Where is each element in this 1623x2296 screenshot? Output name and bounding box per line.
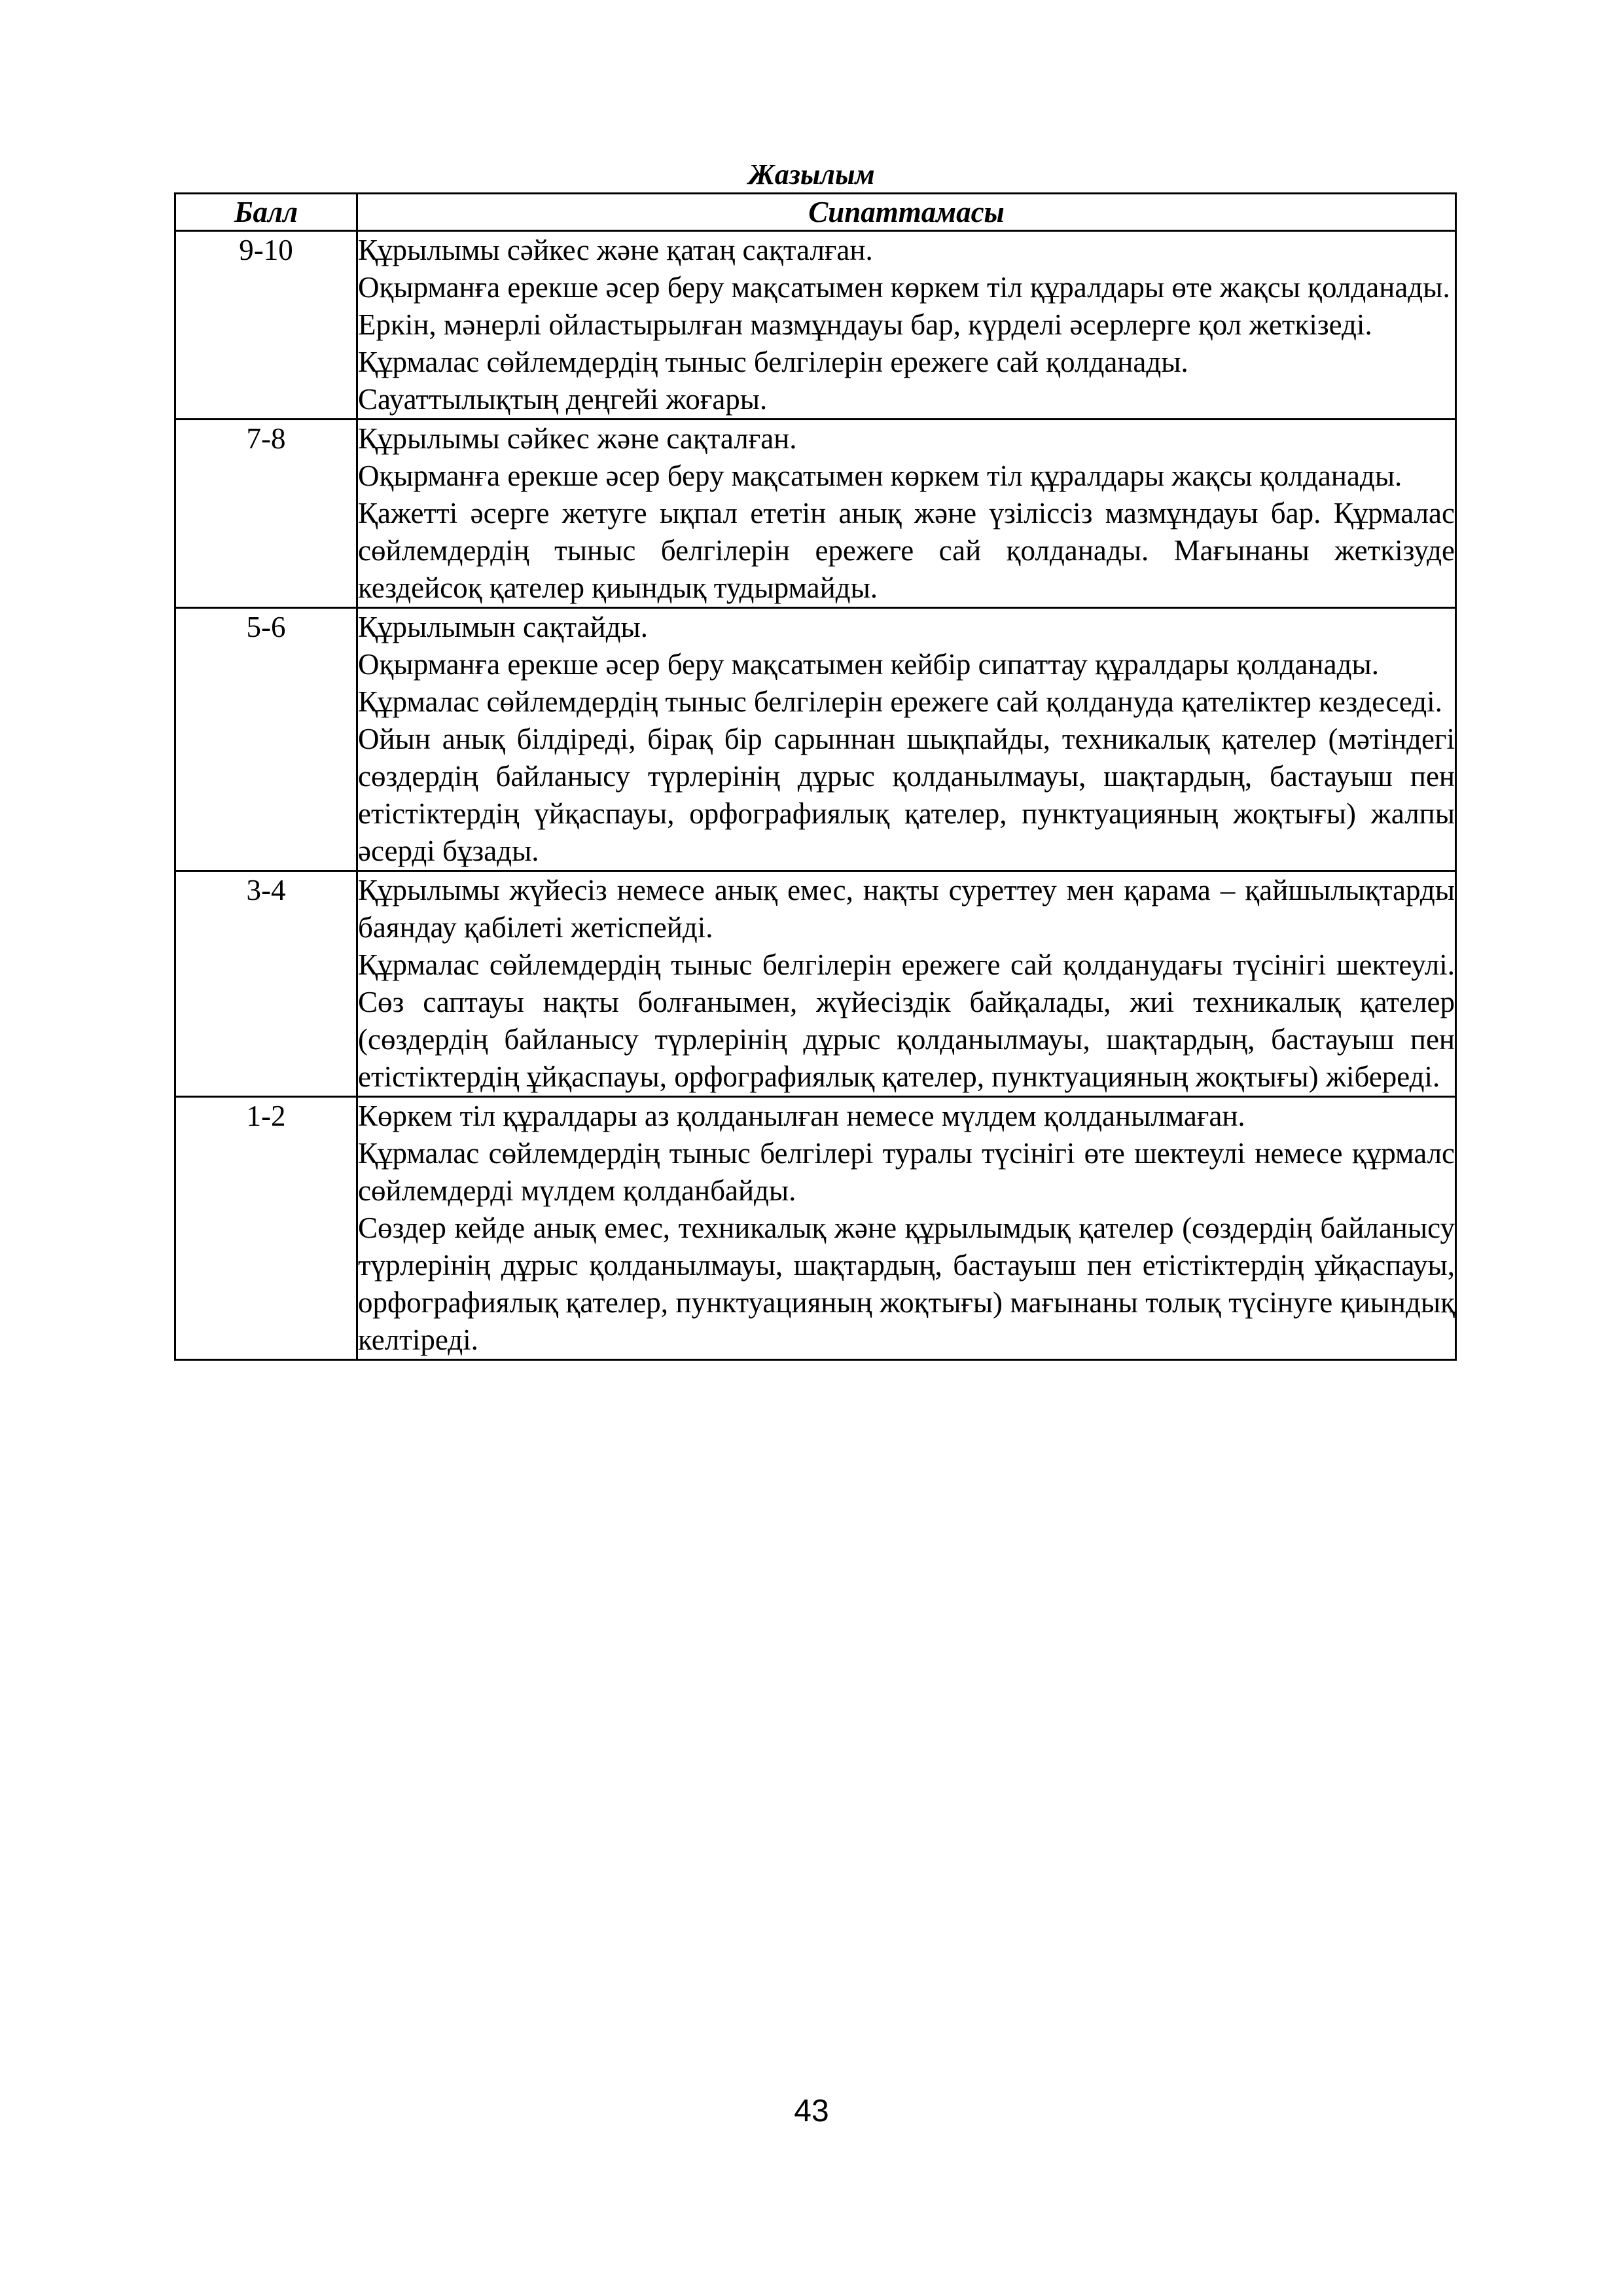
description-line: Құрылымы сәйкес және сақталған. xyxy=(358,422,797,455)
description-line: Сөздер кейде анық емес, техникалық және құрылымдық қателер (сөздердің байланысу түрлерінің дұрыс қолданылмауы, шақтардың, бастауыш пен етістіктердің ұйқаспауы, орфографиялық қателер, пунктуацияның жоқтығы) мағынаны толық түсінуге қиындық келтіреді. xyxy=(358,1211,1455,1356)
description-cell xyxy=(357,231,1456,420)
score-cell: 5-6 xyxy=(175,608,357,871)
description-cell xyxy=(357,1097,1456,1360)
description-line: Құрмалас сөйлемдердің тыныс белгілерін ережеге сай қолданады. xyxy=(358,346,1188,378)
description-line: Оқырманға ерекше әсер беру мақсатымен көркем тіл құралдары жақсы қолданады. xyxy=(358,459,1402,492)
table-row xyxy=(175,420,1456,608)
column-header-description: Сипаттамасы xyxy=(357,194,1456,231)
description-line: Оқырманға ерекше әсер беру мақсатымен көркем тіл құралдары өте жақсы қолданады. xyxy=(358,271,1450,304)
table-row xyxy=(175,231,1456,420)
score-cell: 3-4 xyxy=(175,871,357,1097)
description-line: Құрмалас сөйлемдердің тыныс белгілерін ережеге сай қолданудағы түсінігі шектеулі. Сөз саптауы нақты болғанымен, жүйесіздік байқалады, жиі техникалық қателер (сөздердің байланысу түрлерінің дұрыс қолданылмауы, шақтардың, бастауыш пен етістіктердің ұйқаспауы, орфографиялық қателер, пунктуацияның жоқтығы) жібереді. xyxy=(358,948,1455,1093)
description-line: Сауаттылықтың деңгейі жоғары. xyxy=(358,383,768,416)
description-line: Көркем тіл құралдары аз қолданылған немесе мүлдем қолданылмаған. xyxy=(358,1100,1245,1132)
description-line: Еркін, мәнерлі ойластырылған мазмұндауы бар, күрделі әсерлерге қол жеткізеді. xyxy=(358,308,1372,341)
column-header-score: Балл xyxy=(175,194,357,231)
description-line: Құрмалас сөйлемдердің тыныс белгілерін ережеге сай қолдануда қателіктер кездеседі. xyxy=(358,685,1442,718)
table-header-row xyxy=(175,194,1456,231)
score-cell: 1-2 xyxy=(175,1097,357,1360)
description-line: Құрмалас сөйлемдердің тыныс белгілері туралы түсінігі өте шектеулі немесе құрмалс сөйлемдерді мүлдем қолданбайды. xyxy=(358,1137,1455,1207)
page-title: Жазылым xyxy=(748,158,875,190)
score-cell: 9-10 xyxy=(175,231,357,420)
rubric-table xyxy=(174,192,1457,1361)
description-line: Құрылымы сәйкес және қатаң сақталған. xyxy=(358,234,873,266)
table-row xyxy=(175,871,1456,1097)
score-cell: 7-8 xyxy=(175,420,357,608)
table-row xyxy=(175,608,1456,871)
description-line: Құрылымы жүйесіз немесе анық емес, нақты суреттеу мен қарама – қайшылықтарды баяндау қабілеті жетіспейді. xyxy=(358,874,1455,944)
description-line: Қажетті әсерге жетуге ықпал ететін анық және үзіліссіз мазмұндауы бар. Құрмалас сөйлемдердің тыныс белгілерін ережеге сай қолданады. Мағынаны жеткізуде кездейсоқ қателер қиындық тудырмайды. xyxy=(358,497,1455,604)
description-cell xyxy=(357,871,1456,1097)
description-cell xyxy=(357,608,1456,871)
table-row xyxy=(175,1097,1456,1360)
description-line: Ойын анық білдіреді, бірақ бір сарыннан шықпайды, техникалық қателер (мәтіндегі сөздердің байланысу түрлерінің дұрыс қолданылмауы, шақтардың, бастауыш пен етістіктердің үйқаспауы, орфографиялық қателер, пунктуацияның жоқтығы) жалпы әсерді бұзады. xyxy=(358,723,1455,867)
description-line: Құрылымын сақтайды. xyxy=(358,611,648,643)
page-number: 43 xyxy=(794,2094,829,2128)
description-cell xyxy=(357,420,1456,608)
description-line: Оқырманға ерекше әсер беру мақсатымен кейбір сипаттау құралдары қолданады. xyxy=(358,648,1379,681)
